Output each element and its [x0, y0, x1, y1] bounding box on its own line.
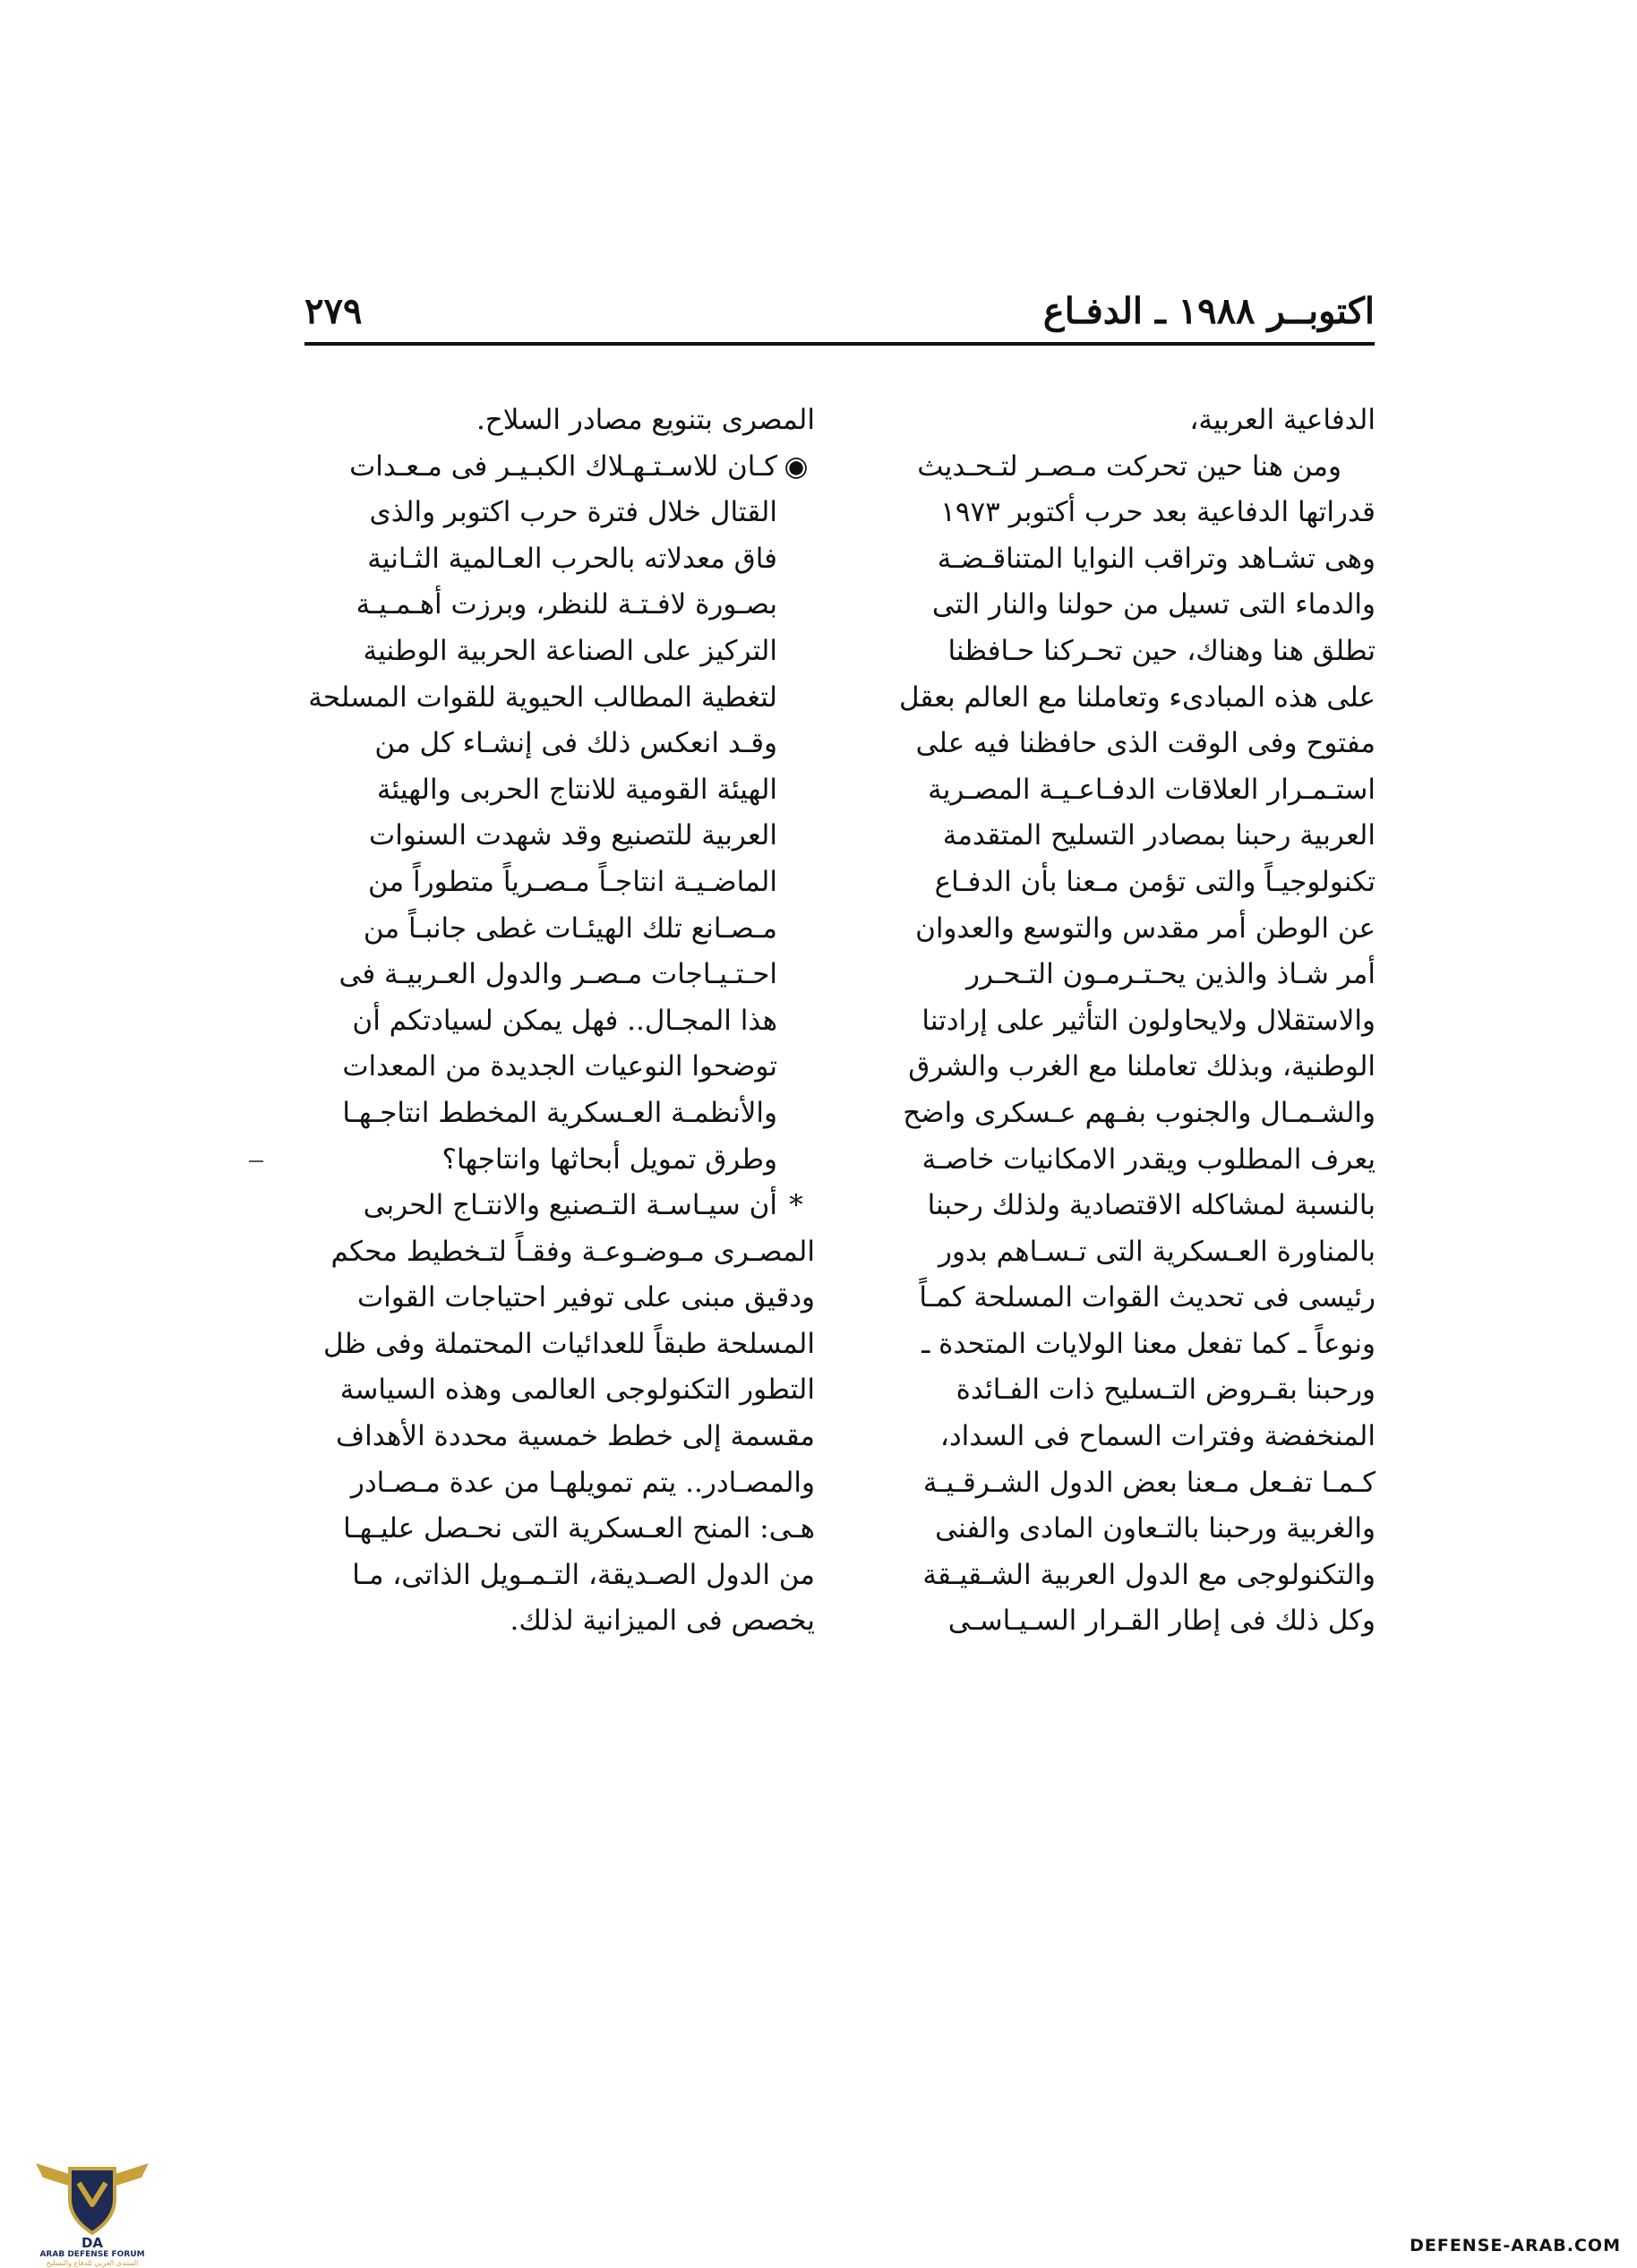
text-line: والشـمـال والجنوب بفـهم عـسكرى واضح	[903, 1096, 1376, 1129]
text-line: تكنولوجيـاً والتى تؤمن مـعنا بأن الدفـاع	[934, 865, 1376, 898]
text-line: العربية للتصنيع وقد شهدت السنوات	[369, 819, 777, 852]
text-line: يعرف المطلوب ويقدر الامكانيات خاصـة	[921, 1143, 1376, 1176]
logo-name: ARAB DEFENSE FORUM	[39, 2250, 145, 2259]
asterisk-icon: *	[789, 1189, 803, 1222]
logo-monogram: DA	[81, 2235, 104, 2251]
text-line: والمصـادر.. يتم تمويلهـا من عدة مـصـادر	[350, 1466, 815, 1499]
text-line: قدراتها الدفاعية بعد حرب أكتوبر ١٩٧٣	[940, 496, 1376, 529]
text-line: العربية رحبنا بمصادر التسليح المتقدمة	[942, 819, 1376, 852]
journal-title: اكتوبــر ١٩٨٨ ـ الدفـاع	[1042, 290, 1375, 332]
text-line: أمر شـاذ والذين يحـتـرمـون التـحـرر	[966, 958, 1376, 991]
text-line: الوطنية، وبذلك تعاملنا مع الغرب والشرق	[908, 1050, 1376, 1083]
text-line: مقسمة إلى خطط خمسية محددة الأهداف	[336, 1420, 815, 1453]
text-line: بالنسبة لمشاكله الاقتصادية ولذلك رحبنا	[927, 1189, 1376, 1222]
text-line: والدماء التى تسيل من حولنا والنار التى	[931, 588, 1376, 621]
text-line: والغربية ورحبنا بالتـعاون المادى والفنى	[935, 1512, 1376, 1545]
text-line: على هذه المبادىء وتعاملنا مع العالم بعقل	[898, 680, 1376, 714]
header-rule	[304, 342, 1375, 346]
text-line: عن الوطن أمر مقدس والتوسع والعدوان	[915, 911, 1376, 945]
text-line: بالمناورة العـسكرية التى تـسـاهم بدور	[938, 1235, 1376, 1268]
text-line: وهى تشـاهد وتراقب النوايا المتناقـضـة	[937, 542, 1376, 575]
running-header	[304, 285, 1375, 338]
page-number: ٢٧٩	[304, 290, 363, 332]
text-line: والاستقلال ولايحاولون التأثير على إرادتنا	[921, 1004, 1376, 1037]
text-line: المنخفضة وفترات السماح فى السداد،	[939, 1420, 1376, 1453]
text-line: المسلحة طبقاً للعدائيات المحتملة وفى ظل	[322, 1327, 815, 1360]
text-line: فاق معدلاته بالحرب العـالمية الثـانية	[367, 542, 777, 575]
text-line: وقـد انعكس ذلك فى إنشـاء كل من	[374, 727, 777, 760]
text-line: القتال خلال فترة حرب اكتوبر والذى	[369, 496, 777, 529]
text-line: المصرى بتنويع مصادر السلاح.	[476, 404, 815, 436]
text-line: وطرق تمويل أبحاثها وانتاجها؟	[441, 1143, 777, 1176]
text-line: استـمـرار العلاقات الدفـاعـيـة المصـرية	[928, 773, 1376, 806]
text-line: التطور التكنولوجى العالمى وهذه السياسة	[339, 1374, 815, 1407]
interview-answer	[300, 1183, 815, 1645]
right-column	[870, 398, 1376, 1645]
text-line: يخصص فى الميزانية لذلك.	[510, 1605, 815, 1638]
text-line: رئيسى فى تحديث القوات المسلحة كمـاً	[919, 1281, 1376, 1314]
text-line: مفتوح وفى الوقت الذى حافظنا فيه على	[915, 727, 1376, 760]
text-line: المصـرى مـوضـوعـة وفقـاً لتـخطيط محكم	[330, 1235, 815, 1268]
interview-question	[300, 444, 815, 1184]
text-line: تطلق هنا وهناك، حين تحـركنا حـافظنا	[947, 634, 1376, 667]
watermark-site: DEFENSE-ARAB.COM	[1410, 2236, 1621, 2255]
text-line: هـى: المنح العـسكرية التى نحـصل عليـهـا	[343, 1512, 815, 1545]
margin-mark	[249, 1160, 263, 1162]
text-line: ودقيق مبنى على توفير احتياجات القوات	[356, 1281, 815, 1314]
text-line: كـمـا تفـعل مـعنا بعض الدول الشـرقـيـة	[922, 1466, 1376, 1499]
text-line: من الدول الصـديقة، التـمـويل الذاتى، مـا	[352, 1558, 815, 1591]
text-line: الماضـيـة انتاجـاً مـصـرياً متطوراً من	[367, 865, 777, 898]
text-line: وكل ذلك فى إطار القـرار السـيـاسـى	[947, 1605, 1376, 1638]
left-column	[300, 398, 815, 1645]
text-line: ونوعاً ـ كما تفعل معنا الولايات المتحدة ـ	[921, 1327, 1376, 1360]
text-line: والتكنولوجى مع الدول العربية الشـقيـقة	[922, 1558, 1376, 1591]
text-line: بصـورة لافـتـة للنظر، وبرزت أهـمـيـة	[356, 588, 777, 621]
text-line: احـتـيـاجات مـصـر والدول العـربيـة فى	[339, 958, 777, 991]
text-span: أن سيـاسـة التـصنيع والانتـاج الحربى	[363, 1189, 777, 1222]
text-line: مـصـانع تلك الهيئـات غطى جانبـاً من	[363, 911, 777, 945]
text-line: ومن هنا حين تحركت مـصـر لتـحـديث	[917, 449, 1341, 483]
logo-tagline: المنتدى العربي للدفاع والتسليح	[46, 2259, 139, 2267]
text-line: توضحوا النوعيات الجديدة من المعدات	[342, 1050, 777, 1083]
text-line: والأنظمـة العـسكرية المخطط انتاجـهـا	[342, 1096, 777, 1129]
text-line: ورحبنا بقـروض التـسليح ذات الفـائدة	[956, 1374, 1376, 1407]
text-line: لتغطية المطالب الحيوية للقوات المسلحة	[308, 680, 777, 714]
arab-defense-forum-logo	[25, 2147, 159, 2268]
text-span: كـان للاسـتـهـلاك الكبـيـر فى مـعـدات	[349, 449, 777, 483]
text-line: هذا المجـال.. فهل يمكن لسيادتكم أن	[352, 1004, 777, 1037]
text-line: التركيز على الصناعة الحربية الوطنية	[363, 634, 777, 667]
text-line: الهيئة القومية للانتاج الحربى والهيئة	[376, 773, 777, 806]
text-line: الدفاعية العربية،	[1189, 404, 1376, 436]
answer-first-line	[300, 1183, 815, 1229]
question-bullet-icon: ◉	[784, 449, 809, 483]
question-first-line	[300, 444, 815, 491]
